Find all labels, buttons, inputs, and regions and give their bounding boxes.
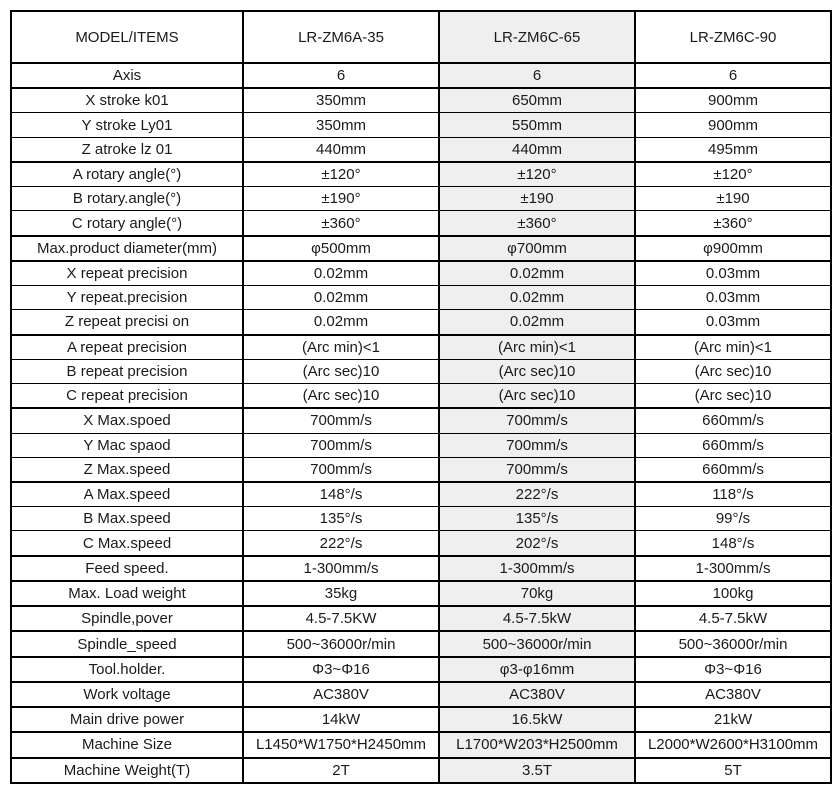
value-cell: 0.03mm [635, 286, 831, 310]
row-label: C repeat precision [11, 384, 243, 409]
table-row [11, 433, 831, 457]
value-cell: φ700mm [439, 236, 635, 261]
value-cell: 35kg [243, 581, 439, 606]
value-cell: 660mm/s [635, 457, 831, 482]
value-cell: 900mm [635, 88, 831, 113]
value-cell: 6 [635, 63, 831, 88]
value-cell: 0.02mm [439, 310, 635, 335]
row-label: X stroke k01 [11, 88, 243, 113]
table-row [11, 556, 831, 581]
value-cell: 1-300mm/s [635, 556, 831, 581]
value-cell: 495mm [635, 137, 831, 162]
value-cell: 650mm [439, 88, 635, 113]
table-row [11, 606, 831, 631]
value-cell: 5T [635, 758, 831, 783]
row-label: B Max.speed [11, 507, 243, 531]
value-cell: 700mm/s [243, 408, 439, 433]
value-cell: L1450*W1750*H2450mm [243, 732, 439, 757]
value-cell: (Arc min)<1 [243, 335, 439, 360]
value-cell: 118°/s [635, 482, 831, 507]
value-cell: 4.5-7.5KW [243, 606, 439, 631]
value-cell: 350mm [243, 88, 439, 113]
table-row [11, 631, 831, 656]
value-cell: ±360° [439, 211, 635, 236]
row-label: C rotary angle(°) [11, 211, 243, 236]
value-cell: 0.02mm [439, 261, 635, 286]
value-cell: 148°/s [243, 482, 439, 507]
value-cell: 700mm/s [439, 433, 635, 457]
value-cell: 16.5kW [439, 707, 635, 732]
value-cell: AC380V [635, 682, 831, 707]
value-cell: 700mm/s [243, 433, 439, 457]
value-cell: 222°/s [439, 482, 635, 507]
column-header-model-items: MODEL/ITEMS [11, 11, 243, 63]
value-cell: 148°/s [635, 531, 831, 556]
table-row [11, 531, 831, 556]
table-row [11, 261, 831, 286]
row-label: B rotary.angle(°) [11, 187, 243, 211]
value-cell: AC380V [439, 682, 635, 707]
value-cell: 6 [243, 63, 439, 88]
value-cell: L2000*W2600*H3100mm [635, 732, 831, 757]
table-row [11, 236, 831, 261]
table-row [11, 211, 831, 236]
value-cell: (Arc sec)10 [243, 359, 439, 383]
row-label: Z repeat precisi on [11, 310, 243, 335]
value-cell: (Arc sec)10 [243, 384, 439, 409]
table-row [11, 187, 831, 211]
value-cell: ±120° [635, 162, 831, 187]
table-row [11, 507, 831, 531]
value-cell: 4.5-7.5kW [439, 606, 635, 631]
value-cell: 660mm/s [635, 433, 831, 457]
value-cell: 0.02mm [243, 261, 439, 286]
table-row [11, 732, 831, 757]
value-cell: 660mm/s [635, 408, 831, 433]
table-row [11, 286, 831, 310]
table-row [11, 359, 831, 383]
row-label: Y stroke Ly01 [11, 113, 243, 137]
row-label: Z Max.speed [11, 457, 243, 482]
value-cell: 70kg [439, 581, 635, 606]
table-row [11, 310, 831, 335]
row-label: Z atroke lz 01 [11, 137, 243, 162]
row-label: Spindle_speed [11, 631, 243, 656]
spec-table-body [11, 63, 831, 783]
value-cell: ±190° [243, 187, 439, 211]
table-row [11, 63, 831, 88]
table-row [11, 581, 831, 606]
row-label: Y repeat.precision [11, 286, 243, 310]
row-label: C Max.speed [11, 531, 243, 556]
table-row [11, 707, 831, 732]
table-row [11, 657, 831, 682]
value-cell: 550mm [439, 113, 635, 137]
value-cell: 500~36000r/min [635, 631, 831, 656]
row-label: Machine Weight(T) [11, 758, 243, 783]
row-label: B repeat precision [11, 359, 243, 383]
value-cell: ±190 [635, 187, 831, 211]
row-label: A repeat precision [11, 335, 243, 360]
table-row [11, 162, 831, 187]
table-row [11, 682, 831, 707]
table-row [11, 384, 831, 409]
value-cell: 440mm [243, 137, 439, 162]
value-cell: 4.5-7.5kW [635, 606, 831, 631]
value-cell: 6 [439, 63, 635, 88]
column-header-lr-zm6a-35: LR-ZM6A-35 [243, 11, 439, 63]
value-cell: (Arc sec)10 [635, 384, 831, 409]
row-label: Y Mac spaod [11, 433, 243, 457]
value-cell: 700mm/s [243, 457, 439, 482]
value-cell: 135°/s [243, 507, 439, 531]
value-cell: 0.02mm [243, 310, 439, 335]
value-cell: 0.03mm [635, 261, 831, 286]
value-cell: AC380V [243, 682, 439, 707]
table-row [11, 457, 831, 482]
value-cell: 99°/s [635, 507, 831, 531]
value-cell: 14kW [243, 707, 439, 732]
header-row [11, 11, 831, 63]
row-label: Feed speed. [11, 556, 243, 581]
spec-table [10, 10, 832, 784]
value-cell: (Arc sec)10 [635, 359, 831, 383]
value-cell: 21kW [635, 707, 831, 732]
value-cell: 440mm [439, 137, 635, 162]
row-label: Machine Size [11, 732, 243, 757]
value-cell: 700mm/s [439, 457, 635, 482]
row-label: Spindle,pover [11, 606, 243, 631]
value-cell: (Arc sec)10 [439, 359, 635, 383]
value-cell: φ500mm [243, 236, 439, 261]
row-label: A Max.speed [11, 482, 243, 507]
row-label: Tool.holder. [11, 657, 243, 682]
value-cell: φ900mm [635, 236, 831, 261]
value-cell: (Arc min)<1 [439, 335, 635, 360]
value-cell: 3.5T [439, 758, 635, 783]
value-cell: 135°/s [439, 507, 635, 531]
spec-sheet [10, 10, 832, 784]
value-cell: 1-300mm/s [243, 556, 439, 581]
value-cell: 202°/s [439, 531, 635, 556]
row-label: Max. Load weight [11, 581, 243, 606]
value-cell: (Arc sec)10 [439, 384, 635, 409]
spec-table-header [11, 11, 831, 63]
value-cell: ±120° [439, 162, 635, 187]
value-cell: 900mm [635, 113, 831, 137]
row-label: A rotary angle(°) [11, 162, 243, 187]
row-label: Max.product diameter(mm) [11, 236, 243, 261]
value-cell: 100kg [635, 581, 831, 606]
value-cell: 0.03mm [635, 310, 831, 335]
value-cell: 0.02mm [439, 286, 635, 310]
table-row [11, 758, 831, 783]
value-cell: L1700*W203*H2500mm [439, 732, 635, 757]
value-cell: 350mm [243, 113, 439, 137]
value-cell: ±120° [243, 162, 439, 187]
value-cell: 500~36000r/min [243, 631, 439, 656]
value-cell: Φ3~Φ16 [243, 657, 439, 682]
value-cell: 500~36000r/min [439, 631, 635, 656]
value-cell: 2T [243, 758, 439, 783]
row-label: Work voltage [11, 682, 243, 707]
table-row [11, 88, 831, 113]
row-label: Axis [11, 63, 243, 88]
value-cell: Φ3~Φ16 [635, 657, 831, 682]
value-cell: ±190 [439, 187, 635, 211]
value-cell: φ3-φ16mm [439, 657, 635, 682]
table-row [11, 335, 831, 360]
table-row [11, 408, 831, 433]
table-row [11, 113, 831, 137]
value-cell: 0.02mm [243, 286, 439, 310]
table-row [11, 482, 831, 507]
table-row [11, 137, 831, 162]
row-label: Main drive power [11, 707, 243, 732]
value-cell: 1-300mm/s [439, 556, 635, 581]
value-cell: ±360° [635, 211, 831, 236]
value-cell: ±360° [243, 211, 439, 236]
column-header-lr-zm6c-90: LR-ZM6C-90 [635, 11, 831, 63]
value-cell: 700mm/s [439, 408, 635, 433]
value-cell: 222°/s [243, 531, 439, 556]
row-label: X Max.spoed [11, 408, 243, 433]
value-cell: (Arc min)<1 [635, 335, 831, 360]
column-header-lr-zm6c-65: LR-ZM6C-65 [439, 11, 635, 63]
row-label: X repeat precision [11, 261, 243, 286]
